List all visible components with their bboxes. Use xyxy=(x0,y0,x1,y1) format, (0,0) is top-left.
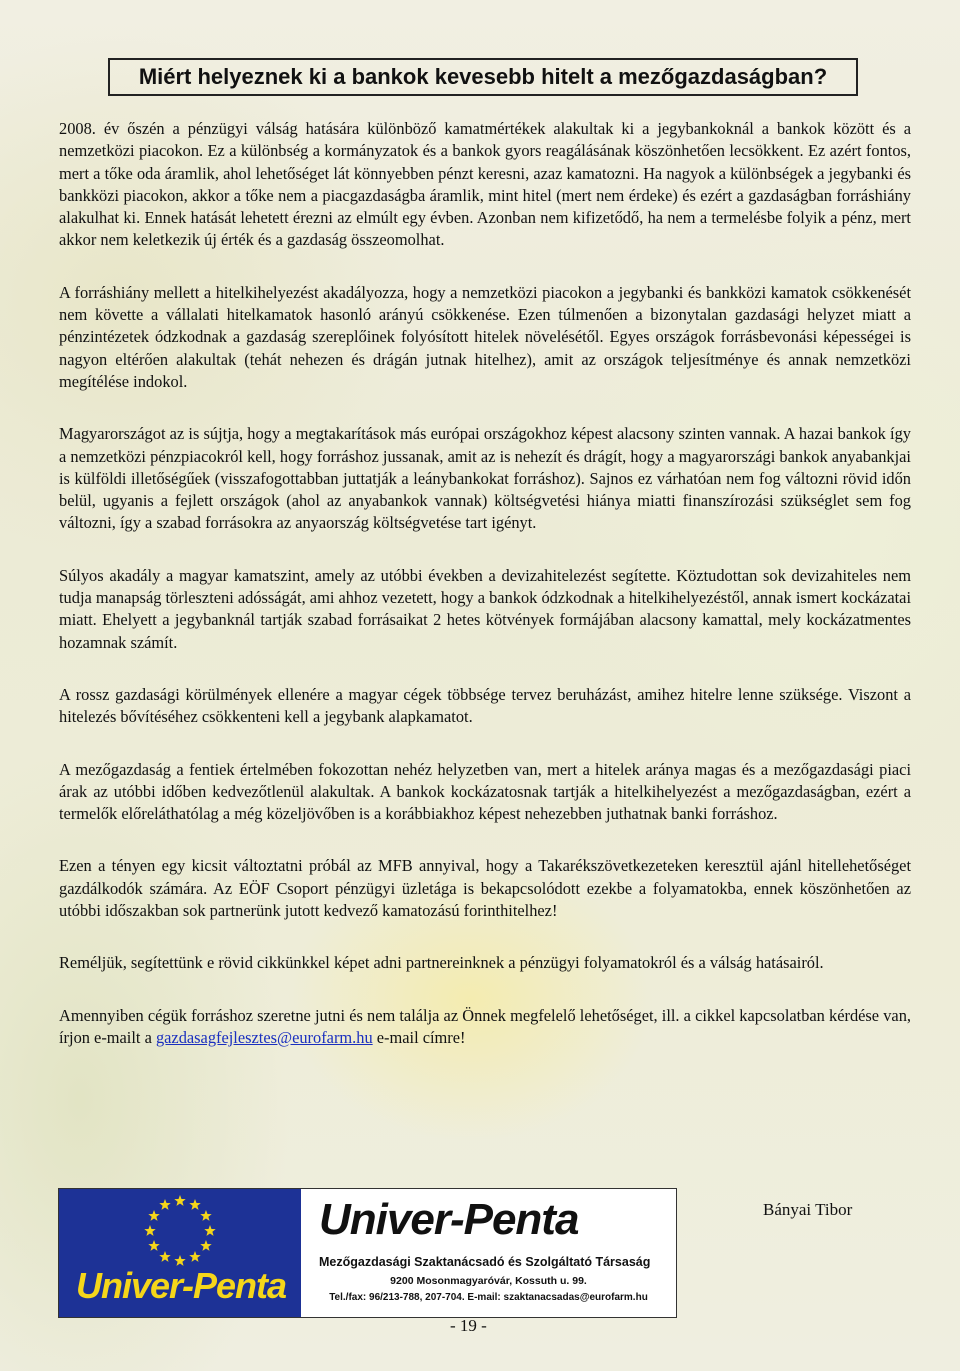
logo-contact: Tel./fax: 96/213-788, 207-704. E-mail: szaktanacsadas@eurofarm.hu xyxy=(329,1292,648,1303)
paragraph: A forráshiány mellett a hitelkihelyezést akadályozza, hogy a nemzetközi piacokon a jegybanki és bankközi kamatok csökkenését nem követte a vállalati hitelkamatok hasonló arányú csökkenése. Ezen túlmenően a bizonytalan gazdasági helyzet miatt a pénzintézetek ódzkodnak a gazdaság szereplőinek folyósított hitelek növelésétől. Egyes országok forrásbevonási képességei is nagyon eltérően alakultak (tehát nehezen és drágán jutnak hitelhez), amit az országok teljesítménye és annak nemzetközi megítélése indokol. xyxy=(59,282,911,391)
title-text: Miért helyeznek ki a bankok kevesebb hitelt a mezőgazdaságban? xyxy=(138,64,828,89)
star-icon xyxy=(174,1195,185,1206)
paragraph: Reméljük, segítettünk e rövid cikkünkkel képet adni partnereinknek a pénzügyi folyamatokról és a válság hatásairól. xyxy=(59,953,824,973)
article-body xyxy=(59,118,911,1079)
contact-text-after: e-mail címre! xyxy=(372,1027,466,1047)
star-icon xyxy=(159,1251,170,1262)
logo-text-panel xyxy=(301,1189,676,1317)
paragraph: Ezen a tényen egy kicsit változtatni próbál az MFB annyival, hogy a Takarékszövetkezeteken keresztül ajánl hitellehetőséget gazdálkodók számára. Az EÖF Csoport pénzügyi üzletága is bekapcsolódott ezekbe a folyamatokba, ennek köszönhetően az utóbbi időszakban sok partnerünk jutott kedvező kamatozású forinthitelhez! xyxy=(59,856,911,921)
logo-brand-right: Univer-Penta xyxy=(319,1195,579,1244)
page-number: - 19 - xyxy=(450,1316,487,1335)
star-icon xyxy=(159,1199,170,1210)
star-icon xyxy=(204,1225,215,1236)
eu-logo-panel xyxy=(59,1189,301,1317)
article-title xyxy=(108,58,858,96)
author-name: Bányai Tibor xyxy=(763,1200,853,1219)
star-icon xyxy=(189,1199,200,1210)
logo-address: 9200 Mosonmagyaróvár, Kossuth u. 99. xyxy=(390,1275,587,1287)
star-icon xyxy=(144,1225,155,1236)
email-link[interactable]: gazdasagfejlesztes@eurofarm.hu xyxy=(155,1027,373,1047)
paragraph: A rossz gazdasági körülmények ellenére a magyar cégek többsége tervez beruházást, amihez hitelre lenne szüksége. Viszont a hitelezés bővítéséhez csökkenteni kell a jegybank alapkamatot. xyxy=(59,684,911,727)
star-icon xyxy=(200,1210,211,1221)
paragraph: Magyarországot az is sújtja, hogy a megtakarítások más európai országokhoz képest alacsony szinten vannak. A hazai bankok így a nemzetközi pénzpiacokról kell, hogy forráshoz jussanak, amit az is nehezít és drágít, hogy a magyarországi bankok anyabankjai is külföldi illetőségűek (visszafogottabban juttatják a leánybankokat forráshoz). Sajnos ez várhatóan nem fog változni rövid időn belül, ugyanis a fejlett országok (ahol az anyabankok vannak) költségvetési hiánya miatti finanszírozási szükséglet sem fog változni, így a szabad forrásokra az anyaország költségvetése tart igényt. xyxy=(59,424,911,533)
star-icon xyxy=(200,1240,211,1251)
paragraph: 2008. év őszén a pénzügyi válság hatására különböző kamatmértékek alakultak ki a jegybankoknál a bankok között és a nemzetközi piacokon. Ez a különbség a kormányzatok és a bankok gyors reagálásának köszönhetően lecsökkent. Ez azért fontos, mert a tőke oda áramlik, ahol lehetőséget lát könnyebben pénzt keresni, azaz kamatozni. Ha nagyok a különbségek a jegybanki és bankközi piacokon, akkor a tőke nem a piacgazdaságba áramlik, mint hitel (mert nem érdeke) és ezért a gazdaságban forráshiány alakulhat ki. Ennek hatását lehetett érezni az elmúlt egy évben. Azonban nem kifizetődő, ha nem a termelésbe folyik a pénz, mert akkor nem keletkezik új érték és a gazdaság összeomolhat. xyxy=(59,119,911,250)
logo-subtitle: Mezőgazdasági Szaktanácsadó és Szolgáltató Társaság xyxy=(319,1255,651,1269)
contact-paragraph xyxy=(59,1005,911,1050)
star-icon xyxy=(148,1210,159,1221)
star-icon xyxy=(148,1240,159,1251)
star-icon xyxy=(189,1251,200,1262)
company-logo xyxy=(58,1188,677,1318)
paragraph: A mezőgazdaság a fentiek értelmében fokozottan nehéz helyzetben van, mert a hitelek aránya magas és a mezőgazdasági piaci árak az utóbbi időben kedvezőtlenül alakultak. A bankok kockázatosnak tartják a hitelkihelyezést a mezőgazdaságban, ezért a termelők előreláthatólag a még közeljövőben is a korábbiakhoz képest nehezebben juthatnak banki forráshoz. xyxy=(59,759,911,824)
logo-brand-left: Univer-Penta xyxy=(75,1265,287,1306)
paragraph: Súlyos akadály a magyar kamatszint, amely az utóbbi években a devizahitelezést segítette. Köztudottan sok devizahiteles nem tudja manapság törleszteni adósságát, ami ahhoz vezetett, hogy a bankok ódzkodnak a hitelkihelyezéstől, annak ismert kockázatai miatt. Ehelyett a jegybanknál tartják szabad forrásaikat 2 hetes kötvények formájában alacsony kamattal, mely kockázatmentes hozamnak számít. xyxy=(59,565,912,652)
contact-text-before: Amennyiben cégük forráshoz szeretne jutni és nem találja az Önnek megfelelő lehetőséget, ill. a cikkel kapcsolatban kérdése van, írjon e-mailt a xyxy=(59,1005,911,1047)
